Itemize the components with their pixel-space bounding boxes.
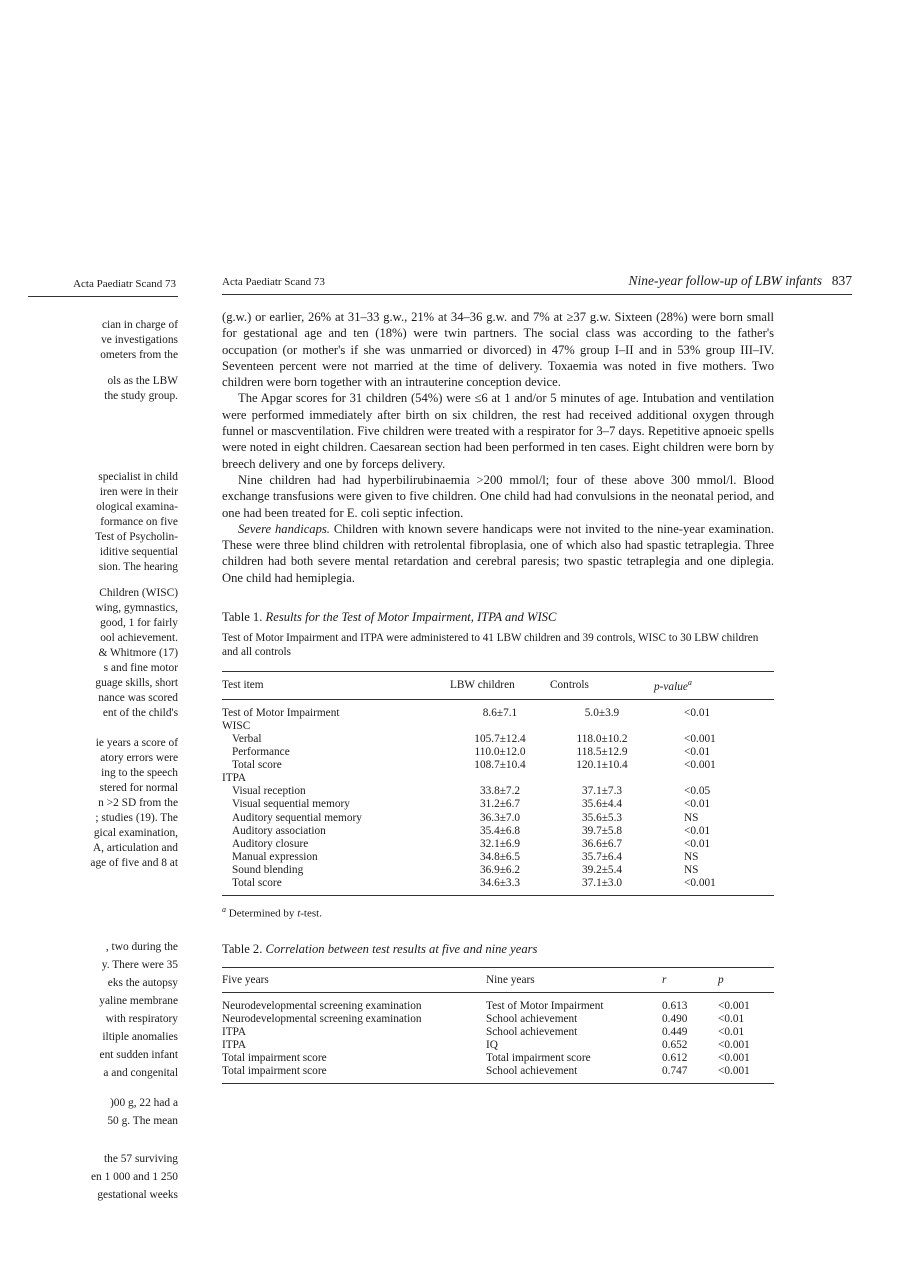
previous-page-line: iltiple anomalies <box>102 1031 178 1043</box>
table-cell: Sound blending <box>232 863 304 876</box>
previous-page-line: gical examination, <box>93 827 178 839</box>
table-row <box>222 864 774 877</box>
table-cell: <0.01 <box>684 824 711 837</box>
table-cell: <0.001 <box>718 1052 750 1065</box>
previous-page-line: the 57 surviving <box>103 1153 178 1165</box>
table-cell: <0.01 <box>684 798 711 811</box>
table-row <box>222 1052 774 1065</box>
table-cell: Auditory closure <box>232 837 309 850</box>
previous-page-line: ; studies (19). The <box>95 812 178 824</box>
table-cell: 0.747 <box>662 1065 688 1078</box>
running-title: Nine-year follow-up of LBW infants <box>628 273 822 288</box>
table-cell: <0.01 <box>684 837 711 850</box>
table-cell: School achievement <box>486 1025 578 1038</box>
table2 <box>222 967 774 1085</box>
paragraph-4 <box>222 521 774 586</box>
table-cell: <0.001 <box>684 759 716 772</box>
table-cell: 0.652 <box>662 1039 688 1052</box>
table-cell: 37.1±3.0 <box>581 877 623 890</box>
table-cell: WISC <box>222 719 251 732</box>
table-row <box>222 759 774 772</box>
previous-page-line: ological examina- <box>96 501 178 513</box>
table1 <box>222 671 774 896</box>
table-cell: 31.2±6.7 <box>479 798 521 811</box>
table-row <box>222 1065 774 1084</box>
table-cell: 35.6±5.3 <box>581 811 623 824</box>
table-cell: Auditory association <box>232 824 326 837</box>
table-cell: ITPA <box>222 772 247 785</box>
table-cell <box>654 772 774 785</box>
header-rule <box>222 294 852 295</box>
previous-page-line: age of five and 8 at <box>90 857 178 869</box>
table2-col-five-years: Five years <box>222 973 269 986</box>
previous-page-line: ent of the child's <box>102 707 178 719</box>
table-cell: 36.6±6.7 <box>581 837 623 850</box>
table-cell: 108.7±10.4 <box>474 759 526 772</box>
table-cell: 120.1±10.4 <box>576 759 628 772</box>
table-cell: NS <box>684 850 699 863</box>
paragraph-4-text: Children with known severe handicaps were not invited to the nine-year examination. These were three blind children with retrolental fibroplasia, one of which also had spastic tetraplegia. Three children had both severe mental retardation and cerebral paresis; two spastic tetraplegia and one diplegia. One child had hemiplegia. <box>222 521 774 585</box>
previous-page-line: 50 g. The mean <box>107 1115 178 1127</box>
previous-page-line: Test of Psycholin- <box>95 531 178 543</box>
table-row <box>222 1039 774 1052</box>
previous-page-line: with respiratory <box>105 1013 178 1025</box>
table-cell <box>450 772 550 785</box>
previous-page-line: ve investigations <box>101 334 178 346</box>
table-cell: 105.7±12.4 <box>474 733 526 745</box>
previous-page-line: ool achievement. <box>100 632 178 644</box>
table-cell: School achievement <box>486 1065 578 1078</box>
section-heading-severe-handicaps: Severe handicaps. <box>238 521 330 536</box>
previous-page-line: iren were in their <box>99 486 178 498</box>
table-cell: 36.3±7.0 <box>479 811 521 824</box>
table2-col-r: r <box>662 973 667 986</box>
previous-page-line: the study group. <box>104 390 178 402</box>
table-cell: Total impairment score <box>486 1052 591 1065</box>
previous-page-line: cian in charge of <box>101 319 178 331</box>
previous-page-line: Children (WISC) <box>99 587 178 599</box>
table-cell: Auditory sequential memory <box>232 811 362 824</box>
table-cell: <0.001 <box>718 1065 750 1078</box>
table-cell: <0.01 <box>684 746 711 759</box>
table-cell: 37.1±7.3 <box>581 785 623 798</box>
table-cell: Neurodevelopmental screening examination <box>222 1012 422 1025</box>
table-row <box>222 733 774 746</box>
previous-page-line: ols as the LBW <box>107 375 178 387</box>
table-row <box>222 746 774 759</box>
previous-page-header-rule <box>28 296 178 297</box>
table-cell: 110.0±12.0 <box>474 746 526 759</box>
table-cell: <0.001 <box>718 1039 750 1052</box>
previous-page-line: good, 1 for fairly <box>100 617 178 629</box>
previous-page-line: ent sudden infant <box>99 1049 178 1061</box>
table-cell <box>550 772 654 785</box>
table1-col-pvalue: p-value$^a$ <box>654 678 692 693</box>
previous-page-line: atory errors were <box>100 752 178 764</box>
previous-page-line: specialist in child <box>98 471 178 483</box>
table-cell: <0.05 <box>684 785 711 798</box>
table-cell: Verbal <box>232 733 262 745</box>
page-number: 837 <box>831 273 852 288</box>
page-main <box>222 272 852 1084</box>
table-row <box>222 720 774 733</box>
previous-page-line: A, articulation and <box>92 842 178 854</box>
paragraph-2: The Apgar scores for 31 children (54%) were ≤6 at 1 and/or 5 minutes of age. Intubation and ventilation were performed immediately after birth on six children, the rest had received additional oxygen through funnel or mascventilation. Five children were treated with a respirator for 3–7 days. Repetitive apnoeic spells were noted in eight children. Caesarean section had been performed in ten cases. Eight children were born by breech delivery and one by forceps delivery. <box>222 391 774 471</box>
table-cell: Neurodevelopmental screening examination <box>222 999 422 1012</box>
table-cell: School achievement <box>486 1012 578 1025</box>
table-row <box>222 798 774 811</box>
table-cell <box>654 720 774 733</box>
previous-page-line: ometers from the <box>100 349 178 361</box>
previous-page-line: gestational weeks <box>97 1189 178 1201</box>
table-cell: ITPA <box>222 1039 247 1052</box>
table2-col-p: p <box>718 973 724 986</box>
table-cell: Manual expression <box>232 850 318 863</box>
table-cell: 35.6±4.4 <box>581 798 623 811</box>
table2-body <box>222 992 774 1084</box>
table-row <box>222 772 774 785</box>
previous-page-line: formance on five <box>100 516 178 528</box>
previous-page-line: y. There were 35 <box>101 959 178 971</box>
table-cell <box>550 720 654 733</box>
table-cell: 39.2±5.4 <box>581 863 623 876</box>
table-cell: 34.8±6.5 <box>479 850 521 863</box>
table-cell: NS <box>684 863 699 876</box>
table1-caption <box>222 610 774 625</box>
previous-page-line: wing, gymnastics, <box>95 602 178 614</box>
table-cell: 0.490 <box>662 1012 688 1025</box>
table-row <box>222 851 774 864</box>
previous-page-line: guage skills, short <box>95 677 178 689</box>
table-cell: 0.612 <box>662 1052 688 1065</box>
table-cell: <0.001 <box>718 999 750 1012</box>
table-cell: <0.01 <box>718 1012 745 1025</box>
table-cell: Test of Motor Impairment <box>486 999 604 1012</box>
previous-page-header: Acta Paediatr Scand 73 <box>73 278 176 290</box>
table-cell: 35.4±6.8 <box>479 824 521 837</box>
table-cell: Test of Motor Impairment <box>222 706 340 719</box>
table2-caption <box>222 942 774 957</box>
table1-col-test-item: Test item <box>222 679 264 692</box>
table-cell: Total score <box>232 759 282 772</box>
table-row <box>222 1013 774 1026</box>
previous-page-line: sion. The hearing <box>98 561 178 573</box>
table-row <box>222 992 774 1013</box>
previous-page-line: nance was scored <box>98 692 178 704</box>
table-cell: 118.0±10.2 <box>576 733 628 745</box>
table-cell: 0.613 <box>662 999 688 1012</box>
table2-col-nine-years: Nine years <box>486 973 535 986</box>
table1-body <box>222 699 774 895</box>
table-cell: <0.01 <box>684 706 711 719</box>
previous-page-line: , two during the <box>105 941 178 953</box>
body-text <box>222 309 774 586</box>
table-row <box>222 838 774 851</box>
previous-page-line: a and congenital <box>103 1067 178 1079</box>
previous-page-line: s and fine motor <box>103 662 178 674</box>
table-cell: <0.01 <box>718 1025 745 1038</box>
table1-col-lbw: LBW children <box>450 679 515 692</box>
table-cell: 33.8±7.2 <box>479 785 521 798</box>
previous-page-line: yaline membrane <box>99 995 178 1007</box>
table1-col-controls: Controls <box>550 679 589 692</box>
table-row <box>222 812 774 825</box>
table-cell: 34.6±3.3 <box>479 877 521 890</box>
table-row <box>222 699 774 720</box>
previous-page-line: iditive sequential <box>99 546 178 558</box>
table2-label: Table 2. <box>222 941 263 956</box>
previous-page-line: )00 g, 22 had a <box>109 1097 178 1109</box>
table1-label: Table 1. <box>222 610 263 625</box>
table-cell: 118.5±12.9 <box>576 746 628 759</box>
table-cell: 36.9±6.2 <box>479 863 521 876</box>
table1-title: Results for the Test of Motor Impairment, ITPA and WISC <box>265 610 557 625</box>
table-cell: 32.1±6.9 <box>479 837 521 850</box>
table-cell: Total impairment score <box>222 1065 327 1078</box>
table-cell: ITPA <box>222 1025 247 1038</box>
previous-page-line: & Whitmore (17) <box>98 647 178 659</box>
table-cell <box>450 720 550 733</box>
table2-header-row <box>222 967 774 992</box>
previous-page-line: stered for normal <box>99 782 178 794</box>
table-cell: Visual reception <box>232 785 306 798</box>
previous-page-line: eks the autopsy <box>107 977 178 989</box>
table2-title: Correlation between test results at five and nine years <box>265 941 538 956</box>
table-row <box>222 877 774 896</box>
journal-name: Acta Paediatr Scand 73 <box>222 276 325 288</box>
table-cell: NS <box>684 811 699 824</box>
table-cell: Performance <box>232 746 290 759</box>
table-cell: 35.7±6.4 <box>581 850 623 863</box>
previous-page-column <box>0 278 178 1208</box>
table-cell: Visual sequential memory <box>232 798 350 811</box>
previous-page-line: n >2 SD from the <box>98 797 178 809</box>
table1-header-row <box>222 672 774 700</box>
previous-page-line: ing to the speech <box>101 767 178 779</box>
table-row <box>222 785 774 798</box>
table1-footnote: $^a$ Determined by t-test. <box>222 905 322 920</box>
table-cell: <0.001 <box>684 733 716 745</box>
paragraph-1: (g.w.) or earlier, 26% at 31–33 g.w., 21% at 34–36 g.w. and 7% at ≥37 g.w. Sixteen (28%) were born small for gestational age and ten (18%) were twin partners. The social class was according to the father's occupation (or mother's if she was unmarried or divorced) in 47% group I–II and in 53% group III–IV. Seventeen percent were not married at the time of delivery. Toxaemia was noted in five mothers. Two children were born together with an intrauterine conception device. <box>222 310 774 390</box>
table-row <box>222 1026 774 1039</box>
table-cell: IQ <box>486 1039 498 1052</box>
table-cell: 8.6±7.1 <box>482 706 518 719</box>
previous-page-line: en 1 000 and 1 250 <box>91 1171 178 1183</box>
table1-note: Test of Motor Impairment and ITPA were administered to 41 LBW children and 39 controls, WISC to 30 LBW children and all controls <box>222 632 759 659</box>
table-cell: 39.7±5.8 <box>581 824 623 837</box>
table-cell: Total impairment score <box>222 1052 327 1065</box>
paragraph-3: Nine children had had hyperbilirubinaemia >200 mmol/l; four of these above 300 mmol/l. Blood exchange transfusions were given to five children. One child had had convulsions in the neonatal period, and one had been treated for E. coli septic infection. <box>222 472 774 520</box>
table-cell: Total score <box>232 877 282 890</box>
table-cell: <0.001 <box>684 877 716 890</box>
previous-page-line: ie years a score of <box>95 737 178 749</box>
table-row <box>222 825 774 838</box>
table-cell: 5.0±3.9 <box>584 706 620 719</box>
table-cell: 0.449 <box>662 1025 688 1038</box>
running-header <box>222 272 852 292</box>
